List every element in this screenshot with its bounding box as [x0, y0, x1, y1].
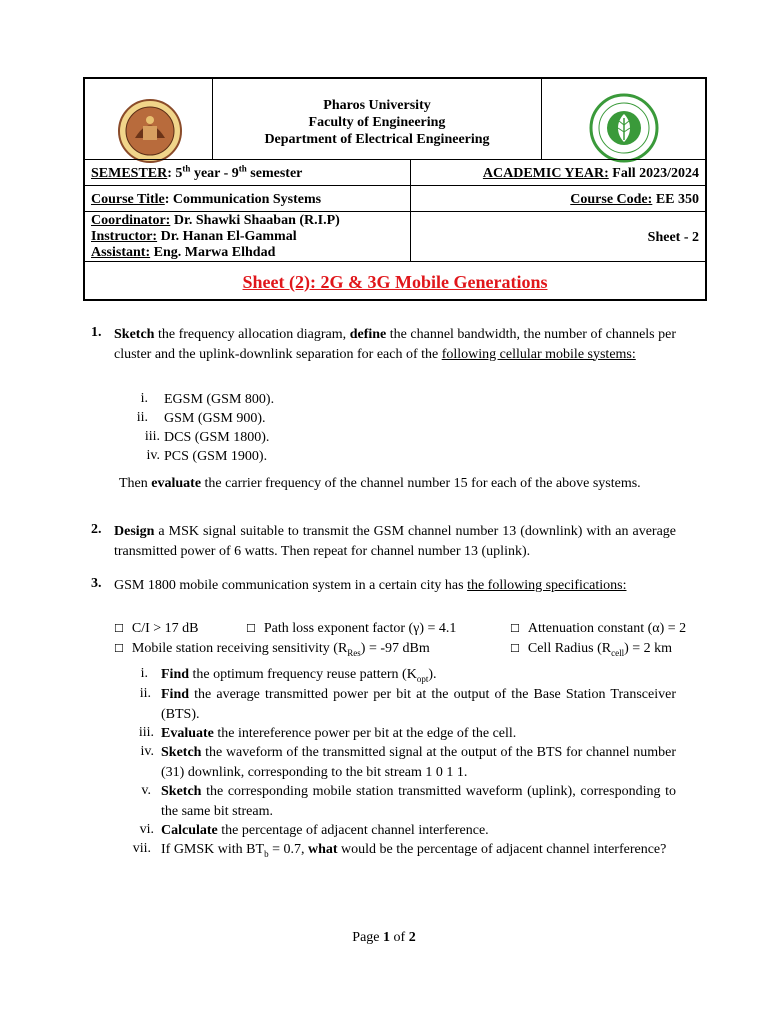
instructor-cell: Instructor: Dr. Hanan El-Gammal: [91, 229, 297, 244]
question-3-text: GSM 1800 mobile communication system in a certain city has the following specifications:: [114, 578, 627, 593]
checkbox-icon: ☐: [246, 622, 256, 635]
list-item: DCS (GSM 1800).: [164, 430, 270, 445]
sub-question-number: iv.: [140, 744, 154, 759]
sub-question-iii: Evaluate the intereference power per bit at the edge of the cell.: [161, 726, 517, 741]
header-table: [83, 77, 707, 301]
list-item-number: iv.: [146, 448, 160, 463]
spec-alpha: ☐ Attenuation constant (α) = 2: [510, 621, 687, 636]
spec-gamma: ☐ Path loss exponent factor (γ) = 4.1: [246, 621, 457, 636]
sub-question-vii: If GMSK with $BT_b = 0.7$, what would be the percentage of adjacent channel interference?: [161, 842, 667, 859]
sheet-title: Sheet (2): 2G & 3G Mobile Generations: [242, 272, 548, 292]
row-line: [85, 185, 705, 186]
list-item: PCS (GSM 1900).: [164, 449, 268, 464]
checkbox-icon: ☐: [114, 642, 124, 655]
sub-question-number: vii.: [132, 841, 151, 856]
semester-cell: SEMESTER: 5th year - 9th semester: [91, 163, 303, 181]
course-code-cell: Course Code: EE 350: [570, 192, 699, 207]
checkbox-icon: ☐: [510, 622, 520, 635]
faculty-logo: [588, 92, 660, 169]
sub-question-i: Find the optimum frequency reuse pattern $(K_{opt})$.: [161, 667, 437, 684]
spec-ci: ☐ C/I > 17 dB: [114, 621, 199, 636]
sub-question-number: v.: [141, 783, 151, 798]
assistant-cell: Assistant: Eng. Marwa Elhdad: [91, 245, 276, 260]
question-1-number: 1.: [91, 325, 102, 340]
sheet-number: Sheet - 2: [647, 230, 699, 245]
sub-question-number: vi.: [139, 822, 154, 837]
row-line: [85, 211, 705, 212]
question-2-text: Design a MSK signal suitable to transmit the GSM channel number 13 (downlink) with an average transmitted power of 6 watts. Then repeat for channel number 13 (uplink).: [114, 524, 676, 559]
page-number: Page 1 of 2: [352, 930, 416, 945]
faculty-name: Faculty of Engineering: [308, 115, 446, 130]
academic-year-cell: ACADEMIC YEAR: Fall 2023/2024: [482, 166, 699, 181]
sub-question-iv: Sketch the waveform of the transmitted signal at the output of the BTS for channel number (31) downlink, corresponding to the bit stream 1 0 1 1.: [161, 745, 676, 780]
sub-question-ii: Find the average transmitted power per bit at the output of the Base Station Transceiver (BTS).: [161, 687, 676, 722]
sub-question-v: Sketch the corresponding mobile station transmitted waveform (uplink), corresponding to the same bit stream.: [161, 784, 676, 819]
list-item-number: ii.: [136, 410, 148, 425]
course-title-cell: Course Title: Communication Systems: [91, 192, 322, 207]
list-item-number: i.: [140, 391, 148, 406]
department-name: Department of Electrical Engineering: [264, 132, 490, 147]
row-line: [85, 159, 705, 160]
list-item: EGSM (GSM 800).: [164, 392, 275, 407]
coordinator-cell: Coordinator: Dr. Shawki Shaaban (R.I.P): [91, 213, 340, 228]
question-3-number: 3.: [91, 576, 102, 591]
checkbox-icon: ☐: [114, 622, 124, 635]
sub-question-number: iii.: [138, 725, 154, 740]
sub-question-number: i.: [140, 666, 148, 681]
row-line: [85, 261, 705, 262]
university-block: [215, 97, 539, 148]
list-item: GSM (GSM 900).: [164, 411, 266, 426]
divider: [212, 79, 213, 159]
list-item-number: iii.: [144, 429, 160, 444]
checkbox-icon: ☐: [510, 642, 520, 655]
divider: [541, 79, 542, 159]
university-name: Pharos University: [323, 98, 431, 113]
spec-cell-radius: ☐ Cell Radius $(R_{cell}) = 2$ km: [510, 641, 673, 658]
divider: [410, 159, 411, 261]
question-1-text: Sketch the frequency allocation diagram, define the channel bandwidth, the number of channels per cluster and the uplink-downlink separation for each of the following cellular mobile systems:: [114, 327, 677, 362]
sub-question-number: ii.: [139, 686, 151, 701]
sub-question-vi: Calculate the percentage of adjacent channel interference.: [161, 823, 489, 838]
question-1-followup: Then evaluate the carrier frequency of the channel number 15 for each of the above systems.: [119, 476, 641, 491]
spec-sensitivity: ☐ Mobile station receiving sensitivity $(R_{Res}) = -97$ dBm: [114, 641, 430, 658]
question-2-number: 2.: [91, 522, 102, 537]
